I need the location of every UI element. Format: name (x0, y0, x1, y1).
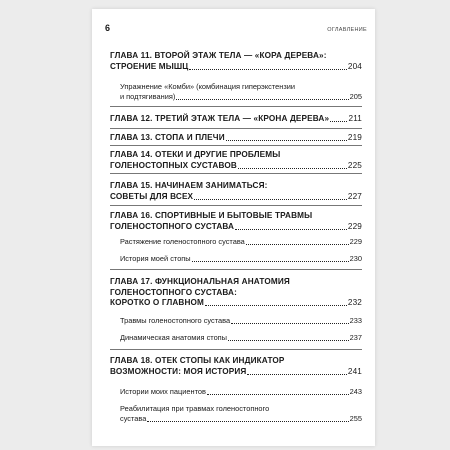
section-divider (110, 106, 362, 107)
book-page (92, 9, 375, 446)
section-divider (110, 205, 362, 206)
toc-entry-title: ГОЛЕНОСТОПНОГО СУСТАВА (110, 221, 235, 231)
toc-entry-title: ГЛАВА 16. СПОРТИВНЫЕ И БЫТОВЫЕ ТРАВМЫ (110, 211, 313, 220)
section-divider (110, 173, 362, 174)
dot-leader (192, 261, 349, 262)
toc-page-number: 243 (349, 387, 362, 396)
toc-entry-line (110, 298, 362, 309)
toc-page-number: 219 (347, 133, 362, 142)
toc-entry-line (120, 254, 362, 264)
toc-page-number: 229 (349, 237, 362, 246)
toc-subsection-entry[interactable] (120, 404, 362, 424)
toc-page-number: 237 (349, 333, 362, 342)
toc-entry-title: ГЛАВА 14. ОТЕКИ И ДРУГИЕ ПРОБЛЕМЫ (110, 150, 281, 159)
toc-entry-title: СОВЕТЫ ДЛЯ ВСЕХ (110, 191, 194, 201)
toc-entry-title: ГЛАВА 15. НАЧИНАЕМ ЗАНИМАТЬСЯ: (110, 181, 268, 190)
toc-subsection-entry[interactable] (120, 82, 362, 102)
dot-leader (226, 140, 347, 141)
toc-page-number: 230 (349, 254, 362, 263)
dot-leader (231, 323, 349, 324)
toc-entry-line (110, 277, 362, 288)
toc-entry-line (120, 333, 362, 343)
toc-chapter-entry[interactable] (110, 181, 362, 202)
toc-entry-line (120, 404, 362, 414)
toc-entry-line (110, 150, 362, 161)
toc-entry-line (120, 387, 362, 397)
toc-entry-line (110, 114, 362, 125)
toc-entry-title: Динамическая анатомия стопы (120, 333, 227, 342)
section-divider (110, 269, 362, 270)
toc-page-number: 232 (347, 298, 362, 307)
toc-entry-line (110, 367, 362, 378)
toc-entry-title: ГОЛЕНОСТОПНОГО СУСТАВА: (110, 287, 237, 297)
section-divider (110, 145, 362, 146)
dot-leader (176, 99, 348, 100)
toc-subsection-entry[interactable] (120, 333, 362, 343)
toc-chapter-entry[interactable] (110, 150, 362, 171)
toc-entry-line (110, 62, 362, 73)
toc-chapter-entry[interactable] (110, 114, 362, 125)
toc-page-number: 225 (347, 160, 362, 170)
toc-page-number: 227 (347, 191, 362, 201)
section-divider (110, 128, 362, 129)
page-number: 6 (105, 23, 111, 33)
toc-entry-line (110, 51, 362, 62)
dot-leader (207, 394, 349, 395)
section-divider (110, 349, 362, 350)
toc-page-number: 241 (347, 366, 362, 376)
toc-entry-line (120, 82, 362, 92)
toc-entry-title: Упражнение «Комби» (комбинация гиперэкстензии (120, 82, 295, 91)
toc-entry-title: ГЛАВА 12. ТРЕТИЙ ЭТАЖ ТЕЛА — «КРОНА ДЕРЕВА» (110, 114, 330, 123)
toc-subsection-entry[interactable] (120, 316, 362, 326)
dot-leader (205, 305, 347, 306)
toc-entry-line (110, 222, 362, 233)
toc-subsection-entry[interactable] (120, 387, 362, 397)
toc-entry-title: Реабилитация при травмах голеностопного (120, 404, 270, 413)
toc-chapter-entry[interactable] (110, 356, 362, 377)
toc-chapter-entry[interactable] (110, 277, 362, 309)
toc-entry-line (110, 288, 362, 299)
running-head: ОГЛАВЛЕНИЕ (327, 27, 367, 33)
toc-chapter-entry[interactable] (110, 133, 362, 144)
toc-entry-title: сустава (120, 414, 147, 423)
toc-entry-title: ГЛАВА 18. ОТЕК СТОПЫ КАК ИНДИКАТОР (110, 356, 285, 365)
toc-page-number: 233 (349, 316, 362, 325)
toc-entry-title: Растяжение голеностопного сустава (120, 237, 245, 246)
toc-entry-title: СТРОЕНИЕ МЫШЦ (110, 61, 189, 71)
toc-entry-line (110, 356, 362, 367)
toc-entry-title: ГЛАВА 11. ВТОРОЙ ЭТАЖ ТЕЛА — «КОРА ДЕРЕВА»: (110, 51, 327, 60)
toc-page-number: 204 (347, 61, 362, 71)
toc-entry-line (110, 161, 362, 172)
toc-page-number: 211 (348, 114, 362, 123)
toc-entry-title: Истории моих пациентов (120, 387, 206, 396)
toc-entry-title: и подтягивания) (120, 92, 176, 101)
toc-entry-line (110, 192, 362, 203)
dot-leader (147, 421, 348, 422)
toc-entry-line (120, 316, 362, 326)
dot-leader (194, 199, 347, 200)
toc-entry-title: ГОЛЕНОСТОПНЫХ СУСТАВОВ (110, 160, 237, 170)
toc-entry-line (120, 92, 362, 102)
dot-leader (247, 374, 346, 375)
toc-chapter-entry[interactable] (110, 51, 362, 72)
dot-leader (228, 340, 349, 341)
dot-leader (235, 229, 347, 230)
toc-subsection-entry[interactable] (120, 254, 362, 264)
toc-entry-line (110, 181, 362, 192)
page-header (105, 23, 367, 33)
dot-leader (189, 69, 346, 70)
toc-page-number: 205 (349, 92, 362, 101)
toc-entry-line (110, 133, 362, 144)
toc-page-number: 229 (347, 221, 362, 231)
dot-leader (246, 244, 349, 245)
toc-entry-title: ВОЗМОЖНОСТИ: МОЯ ИСТОРИЯ (110, 366, 247, 376)
dot-leader (330, 121, 347, 122)
toc-entry-line (110, 211, 362, 222)
toc-chapter-entry[interactable] (110, 211, 362, 232)
toc-subsection-entry[interactable] (120, 237, 362, 247)
dot-leader (238, 168, 347, 169)
toc-entry-title: КОРОТКО О ГЛАВНОМ (110, 298, 205, 307)
toc-entry-line (120, 414, 362, 424)
toc-entry-line (120, 237, 362, 247)
toc-page-number: 255 (349, 414, 362, 423)
toc-entry-title: ГЛАВА 17. ФУНКЦИОНАЛЬНАЯ АНАТОМИЯ (110, 277, 290, 286)
toc-entry-title: История моей стопы (120, 254, 191, 263)
toc-entry-title: Травмы голеностопного сустава (120, 316, 231, 325)
toc-entry-title: ГЛАВА 13. СТОПА И ПЛЕЧИ (110, 133, 225, 142)
